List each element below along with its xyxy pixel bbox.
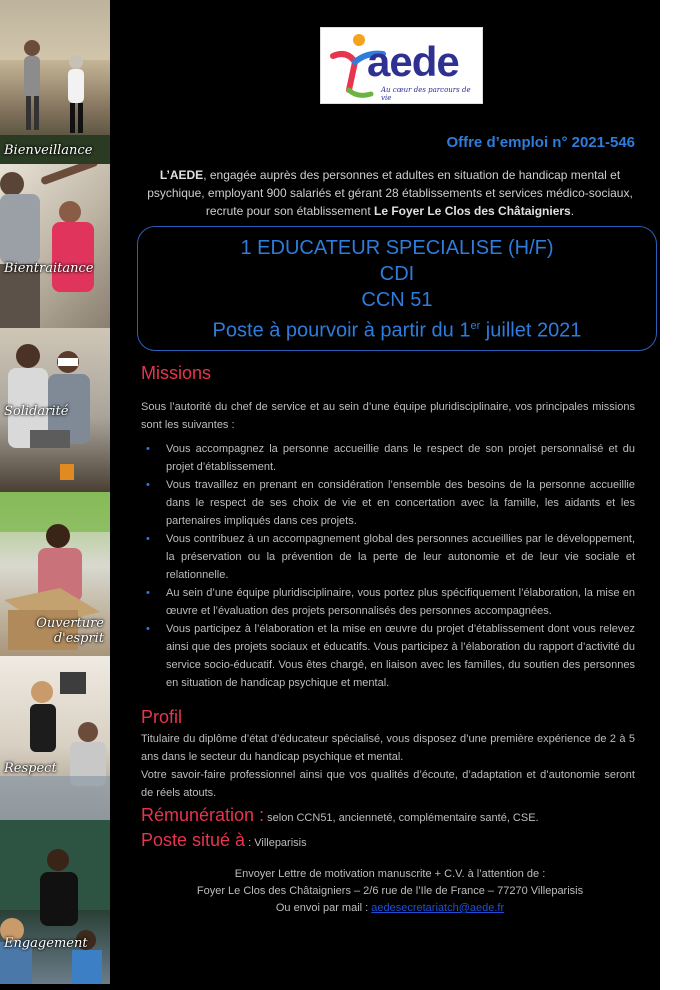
- establishment-name: Le Foyer Le Clos des Châtaigniers: [374, 204, 571, 218]
- value-label: Bienveillance: [4, 143, 93, 158]
- value-label: Solidarité: [4, 404, 69, 419]
- profil-text-1: Titulaire du diplôme d’état d’éducateur spécialisé, vous disposez d’une première expérience de 2 à 5 ans dans le secteur du handicap psychique et mental.: [141, 733, 635, 763]
- location-line: [141, 831, 635, 852]
- contract-type: CDI: [379, 263, 415, 285]
- footer-line-3: Ou envoi par mail : aedesecretariatch@aede.fr: [275, 902, 505, 914]
- footer-line-2: Foyer Le Clos des Châtaigniers – 2/6 rue de l’Ile de France – 77270 Villeparisis: [196, 885, 584, 897]
- org-name: L’AEDE: [159, 168, 204, 182]
- aede-logo: [320, 27, 483, 104]
- sidebar-panel-solidarite: [0, 328, 110, 492]
- bullet-icon: •: [146, 479, 150, 491]
- remuneration-line: [141, 806, 635, 827]
- bullet-icon: •: [146, 443, 150, 455]
- list-item: • Au sein d’une équipe pluridisciplinaire, vous portez plus spécifiquement l’élaboration, la mise en œuvre et l’évaluation des projets personnalisés des personnes accompagnées.: [141, 584, 635, 620]
- offer-number: Offre d’emploi n° 2021-546: [446, 134, 635, 151]
- bullet-icon: •: [146, 623, 150, 635]
- missions-title: Missions: [141, 363, 212, 383]
- missions-lead: Sous l’autorité du chef de service et au sein d’une équipe pluridisciplinaire, vos principales missions sont les suivantes :: [141, 401, 635, 431]
- missions-list: [141, 440, 635, 692]
- sidebar-panel-respect: [0, 656, 110, 820]
- list-item: • Vous travaillez en prenant en considération l’ensemble des besoins de la personne accueillie dans le respect de ses choix de vie et en concertation avec la famille, les aidants et les partenaires impliqués dans ces projets.: [141, 476, 635, 530]
- list-item: • Vous participez à l’élaboration et la mise en œuvre du projet d’établissement dont vous relevez ainsi que des projets sociaux et éducatifs. Vous participez à l’élaboration du rapport d’activité du service socio-éducatif. Vous êtes chargé, en liaison avec les familles, du soutien des personnes en situation de handicap psychique et mental.: [141, 620, 635, 692]
- teacher-illustration: [0, 820, 110, 984]
- intro-text: , engagée auprès des personnes et adultes en situation de handicap mental et psychique, employant 900 salariés et gérant 28 établissements et services médico-sociaux, recrute pour son établissement: [147, 168, 633, 218]
- profil-title: Profil: [141, 707, 183, 727]
- value-label: Bientraitance: [4, 261, 94, 276]
- intro-end: .: [570, 204, 575, 218]
- footer-line-1: Envoyer Lettre de motivation manuscrite + C.V. à l’attention de :: [234, 868, 546, 880]
- list-item: • Vous accompagnez la personne accueillie dans le respect de son projet personnalisé et du projet d’établissement.: [141, 440, 635, 476]
- application-footer: [140, 866, 640, 917]
- logo-tagline: Au cœur des parcours de vie: [381, 86, 471, 102]
- sidebar-panel-ouverture: [0, 492, 110, 656]
- sidebar-panel-bienveillance: [0, 0, 110, 164]
- list-item: • Vous contribuez à un accompagnement global des personnes accueillies par le développement, la préservation ou la prévention de la perte de leur autonomie et de leur vie sociale et relationnelle.: [141, 530, 635, 584]
- start-date: Poste à pourvoir à partir du 1er juillet 2021: [212, 319, 582, 342]
- sidebar-photo-strip: [0, 0, 110, 990]
- people-walking-illustration: [0, 0, 110, 164]
- convention: CCN 51: [361, 289, 433, 311]
- intro-paragraph: [140, 166, 640, 220]
- remuneration-text: selon CCN51, ancienneté, complémentaire santé, CSE.: [264, 812, 539, 824]
- job-summary-box: [137, 226, 657, 351]
- bullet-icon: •: [146, 587, 150, 599]
- sidebar-panel-engagement: [0, 820, 110, 984]
- remuneration-title: Rémunération :: [141, 805, 265, 825]
- caregiver-illustration: [0, 164, 110, 328]
- value-label: Engagement: [4, 936, 88, 951]
- email-link[interactable]: aedesecretariatch@aede.fr: [371, 902, 505, 914]
- people-talking-illustration: [0, 656, 110, 820]
- sidebar-panel-bientraitance: [0, 164, 110, 328]
- location-text: : Villeparisis: [245, 837, 307, 849]
- value-label: Respect: [4, 761, 57, 776]
- logo-text: aede: [367, 38, 459, 85]
- value-label: Ouverture d'esprit: [36, 616, 104, 646]
- profil-text-2: Votre savoir-faire professionnel ainsi que vos qualités d’écoute, d’adaptation et d’autonomie seront de réels atouts.: [141, 769, 635, 799]
- job-title: 1 EDUCATEUR SPECIALISE (H/F): [240, 237, 554, 259]
- location-title: Poste situé à: [141, 830, 246, 850]
- bullet-icon: •: [146, 533, 150, 545]
